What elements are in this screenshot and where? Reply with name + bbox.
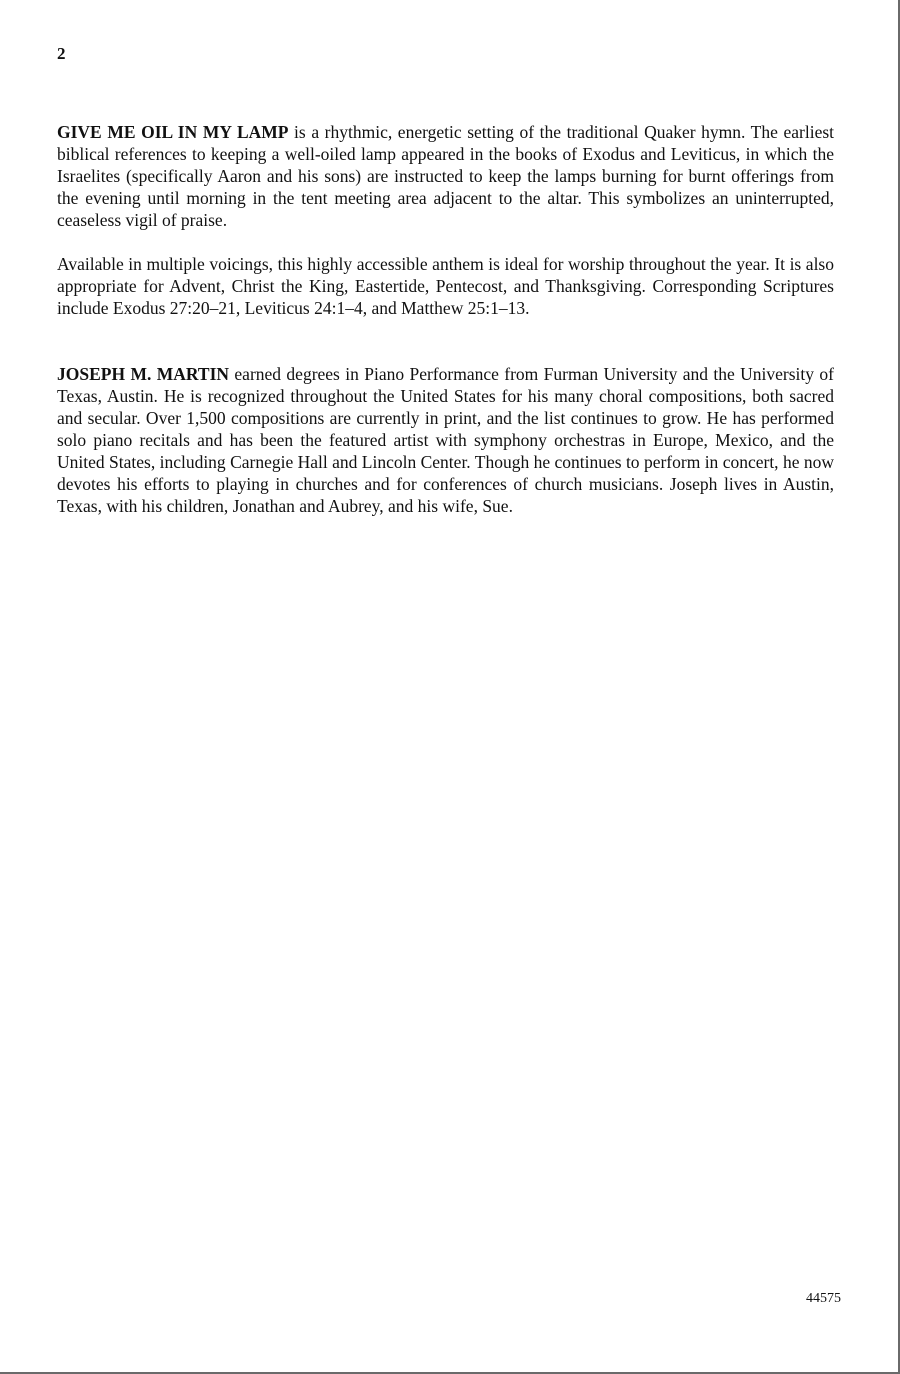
composer-name: JOSEPH M. MARTIN [57, 364, 230, 384]
anthem-title: GIVE ME OIL IN MY LAMP [57, 122, 289, 142]
page-number: 2 [57, 44, 66, 63]
composer-bio-paragraph [57, 363, 834, 517]
catalog-number: 44575 [806, 1291, 841, 1306]
composer-bio-text: earned degrees in Piano Performance from Furman University and the University of Texas, Austin. He is recognized throughout the United States for his many choral compositions, both sacred and secular. Over 1,500 compositions are currently in print, and the list continues to grow. He has performed solo piano recitals and has been the featured artist with symphony orchestras in Europe, Mexico, and the United States, including Carnegie Hall and Lincoln Center. Though he continues to perform in concert, he now devotes his efforts to playing in churches and for conferences of church musicians. Joseph lives in Austin, Texas, with his children, Jonathan and Aubrey, and his wife, Sue. [57, 364, 834, 516]
section-spacer [57, 319, 834, 363]
description-paragraph-1-text: is a rhythmic, energetic setting of the traditional Quaker hymn. The earliest biblical references to keeping a well-oiled lamp appeared in the books of Exodus and Leviticus, in which the Israelites (specifically Aaron and his sons) are instructed to keep the lamps burning for burnt offerings from the evening until morning in the tent meeting area adjacent to the altar. This symbolizes an uninterrupted, ceaseless vigil of praise. [57, 122, 835, 230]
paragraph-spacer [57, 231, 834, 253]
page-body [57, 121, 834, 517]
description-paragraph-2: Available in multiple voicings, this highly accessible anthem is ideal for worship throughout the year. It is also appropriate for Advent, Christ the King, Eastertide, Pentecost, and Thanksgiving. Corresponding Scriptures include Exodus 27:20–21, Leviticus 24:1–4, and Matthew 25:1–13. [57, 254, 834, 318]
description-paragraph-1 [57, 121, 834, 231]
